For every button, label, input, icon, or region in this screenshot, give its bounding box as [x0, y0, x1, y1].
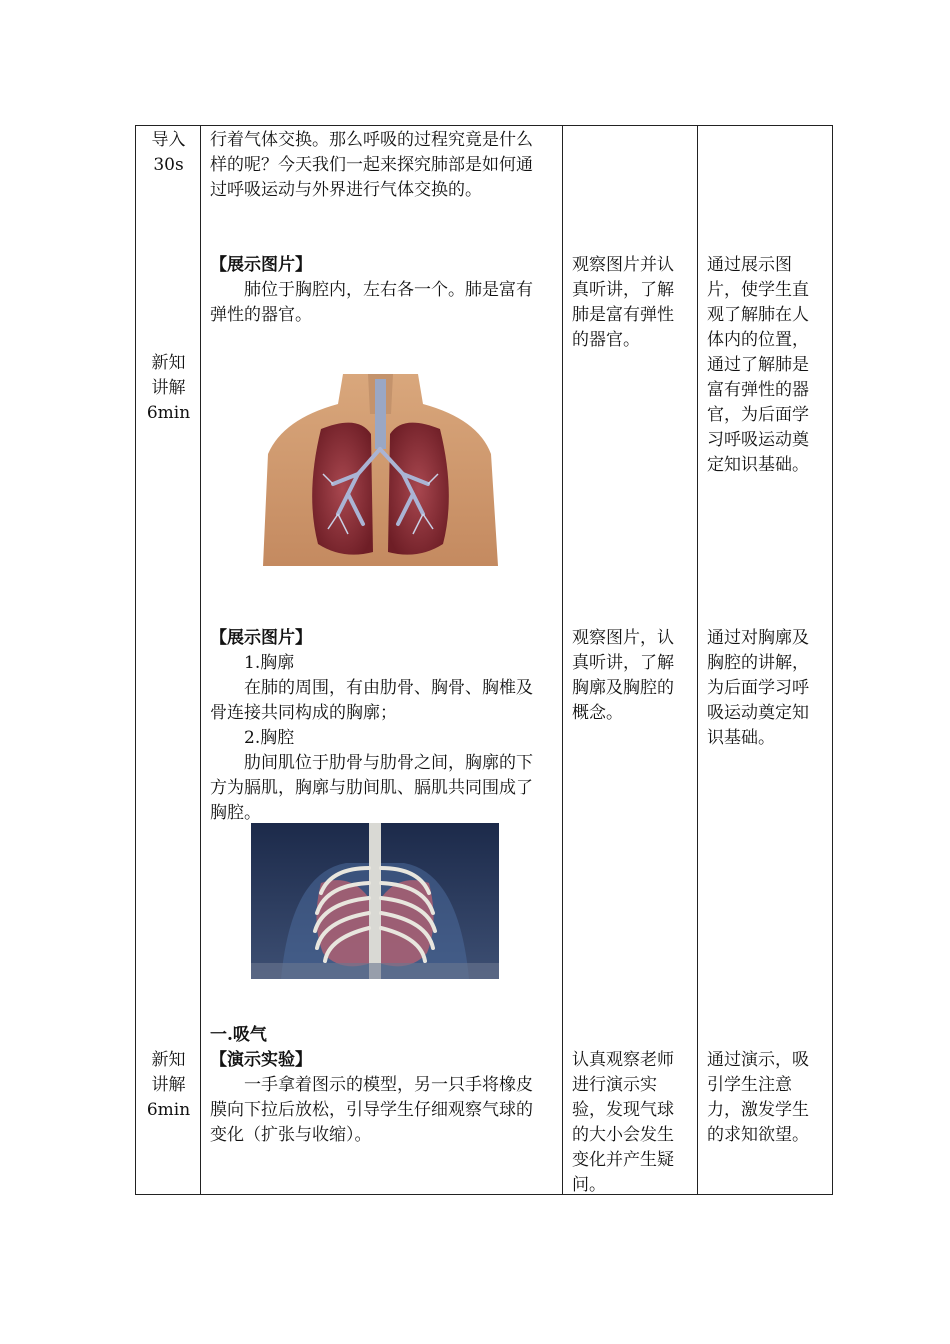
stage-name: 新知 [151, 353, 186, 373]
inhale-student-activity [572, 1048, 688, 1198]
design-text: 通过演示，吸引学生注意力，激发学生的求知欲望。 [707, 1050, 809, 1145]
intro-text: 行着气体交换。那么呼吸的过程究竟是什么样的呢？今天我们一起来探究肺部是如何通过呼吸运动与外界进行气体交换的。 [210, 130, 533, 200]
stage-time: 6min [146, 403, 191, 423]
chest-item1-text: 在肺的周围，有由肋骨、胸骨、胸椎及骨连接共同构成的胸廓； [210, 678, 533, 723]
lesson-plan-table [135, 125, 833, 1195]
stage-new-knowledge-2 [136, 1048, 201, 1123]
chest-design-intent [707, 626, 825, 751]
lung-text: 肺位于胸腔内，左右各一个。肺是富有弹性的器官。 [210, 280, 533, 325]
inhale-section [210, 1023, 540, 1148]
lungs-image [263, 374, 498, 566]
stage-name: 讲解 [151, 1075, 186, 1095]
student-text: 观察图片，认真听讲，了解胸廓及胸腔的概念。 [572, 628, 674, 723]
lung-heading: 【展示图片】 [210, 255, 312, 275]
chest-item2-text: 肋间肌位于肋骨与肋骨之间，胸廓的下方为膈肌，胸廓与肋间肌、膈肌共同围成了胸腔。 [210, 753, 533, 823]
stage-name: 导入 [151, 130, 186, 150]
lung-design-intent [707, 253, 825, 478]
inhale-subheading: 【演示实验】 [210, 1050, 312, 1070]
chest-item2: 2.胸腔 [244, 728, 295, 748]
inhale-text: 一手拿着图示的模型，另一只手将橡皮膜向下拉后放松，引导学生仔细观察气球的变化（扩张与收缩）。 [210, 1075, 533, 1145]
lung-section [210, 253, 540, 328]
column-divider [200, 126, 201, 1194]
column-divider [562, 126, 563, 1194]
stage-time: 6min [146, 1100, 191, 1120]
chest-heading: 【展示图片】 [210, 628, 312, 648]
stage-time: 30s [153, 155, 184, 175]
inhale-design-intent [707, 1048, 825, 1148]
design-text: 通过对胸廓及胸腔的讲解，为后面学习呼吸运动奠定知识基础。 [707, 628, 809, 748]
student-text: 观察图片并认真听讲，了解肺是富有弹性的器官。 [572, 255, 674, 350]
column-divider [697, 126, 698, 1194]
lungs-illustration-icon [263, 374, 498, 566]
student-text: 认真观察老师进行演示实验，发现气球的大小会发生变化并产生疑问。 [572, 1050, 674, 1195]
intro-paragraph [210, 128, 540, 203]
stage-new-knowledge [136, 351, 201, 426]
stage-name: 讲解 [151, 378, 186, 398]
ribcage-illustration-icon [251, 823, 499, 979]
chest-item1: 1.胸廓 [244, 653, 295, 673]
stage-intro [136, 128, 201, 178]
lung-student-activity [572, 253, 688, 353]
stage-name: 新知 [151, 1050, 186, 1070]
ribcage-image [251, 823, 499, 979]
inhale-heading: 一.吸气 [210, 1025, 267, 1045]
chest-student-activity [572, 626, 688, 726]
chest-section [210, 626, 540, 826]
design-text: 通过展示图片，使学生直观了解肺在人体内的位置，通过了解肺是富有弹性的器官，为后面学习呼吸运动奠定知识基础。 [707, 255, 809, 475]
